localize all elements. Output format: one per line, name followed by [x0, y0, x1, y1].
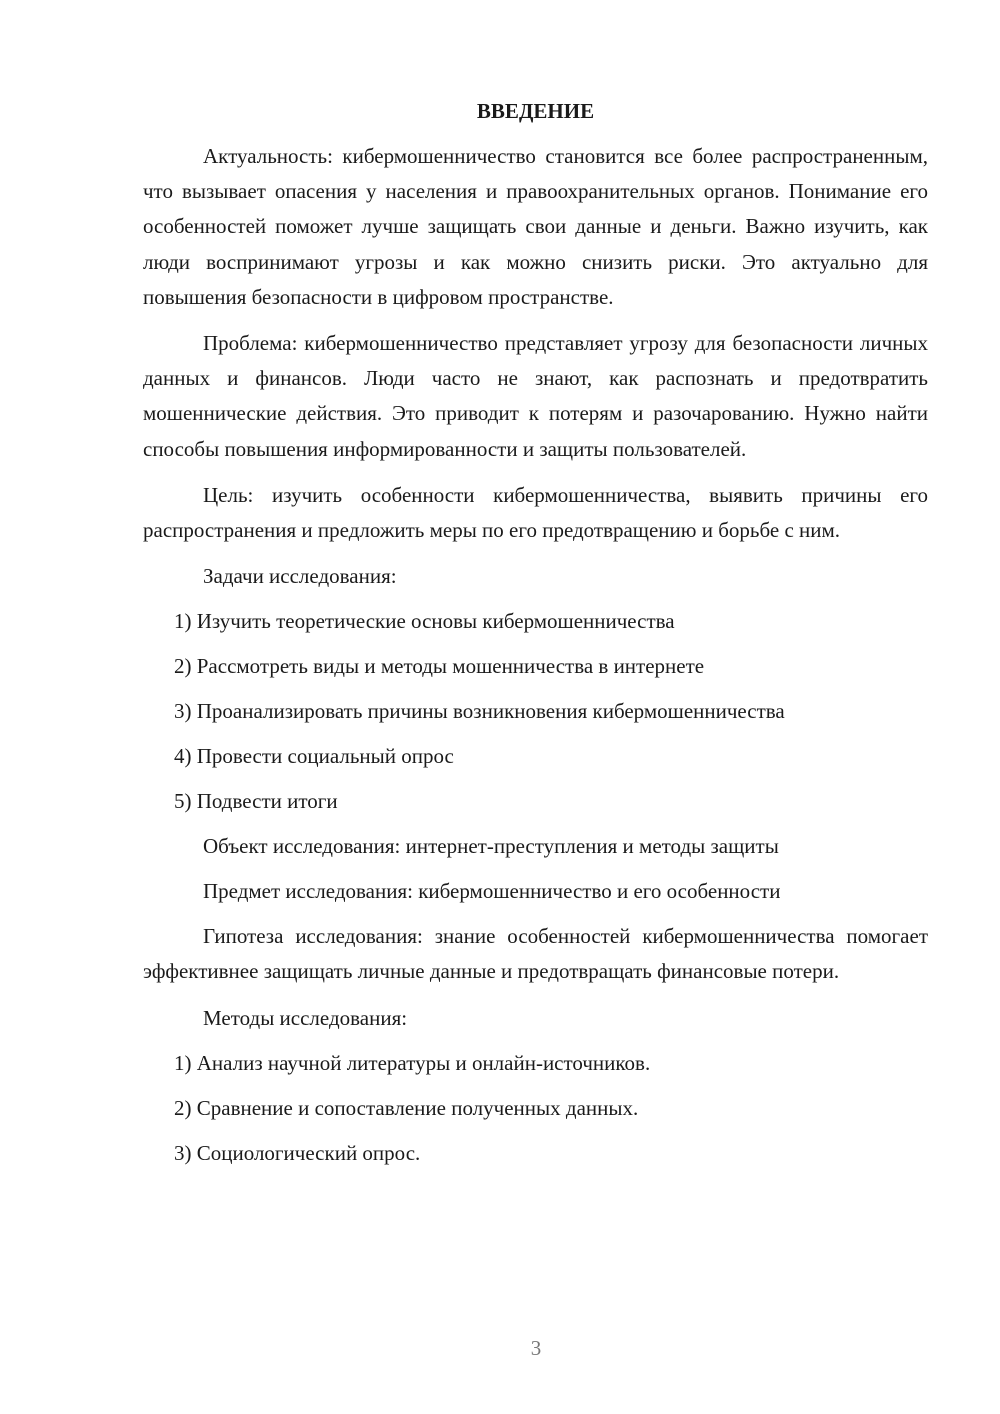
list-item-method-1: 1) Анализ научной литературы и онлайн-источников.: [174, 1050, 651, 1075]
tasks-list: [143, 604, 928, 819]
goal-paragraph: Цель: изучить особенности кибермошенничества, выявить причины его распространения и предложить меры по его предотвращению и борьбе с ним.: [143, 482, 928, 543]
list-item-task-2: 2) Рассмотреть виды и методы мошенничества в интернете: [174, 654, 705, 679]
relevance-paragraph: Актуальность: кибермошенничество становится все более распространенным, что вызывает опасения у населения и правоохранительных органов. Понимание его особенностей поможет лучше защищать свои данные и деньги. Важно изучить, как люди воспринимают угрозы и как можно снизить риски. Это актуально для повышения безопасности в цифровом пространстве.: [143, 144, 928, 309]
methods-list: [143, 1046, 928, 1171]
document-page: [143, 96, 928, 1181]
list-item-method-2: 2) Сравнение и сопоставление полученных данных.: [174, 1095, 639, 1120]
list-item-task-5: 5) Подвести итоги: [174, 789, 338, 814]
problem-paragraph: Проблема: кибермошенничество представляет угрозу для безопасности личных данных и финансов. Люди часто не знают, как распознать и предотвратить мошеннические действия. Это приводит к потерям и разочарованию. Нужно найти способы повышения информированности и защиты пользователей.: [143, 331, 928, 461]
list-item-method-3: 3) Социологический опрос.: [174, 1140, 421, 1165]
list-item-task-4: 4) Провести социальный опрос: [174, 744, 454, 769]
research-object: Объект исследования: интернет-преступления и методы защиты: [203, 834, 779, 859]
section-title: ВВЕДЕНИЕ: [476, 99, 595, 123]
list-item-task-3: 3) Проанализировать причины возникновения кибермошенничества: [174, 699, 785, 724]
research-subject: Предмет исследования: кибермошенничество и его особенности: [203, 879, 781, 904]
page-number: 3: [530, 1336, 542, 1360]
list-item-task-1: 1) Изучить теоретические основы кибермошенничества: [174, 609, 675, 634]
hypothesis-paragraph: Гипотеза исследования: знание особенностей кибермошенничества помогает эффективнее защищать личные данные и предотвращать финансовые потери.: [143, 924, 928, 984]
methods-heading: Методы исследования:: [203, 1005, 408, 1030]
tasks-heading: Задачи исследования:: [203, 564, 397, 589]
